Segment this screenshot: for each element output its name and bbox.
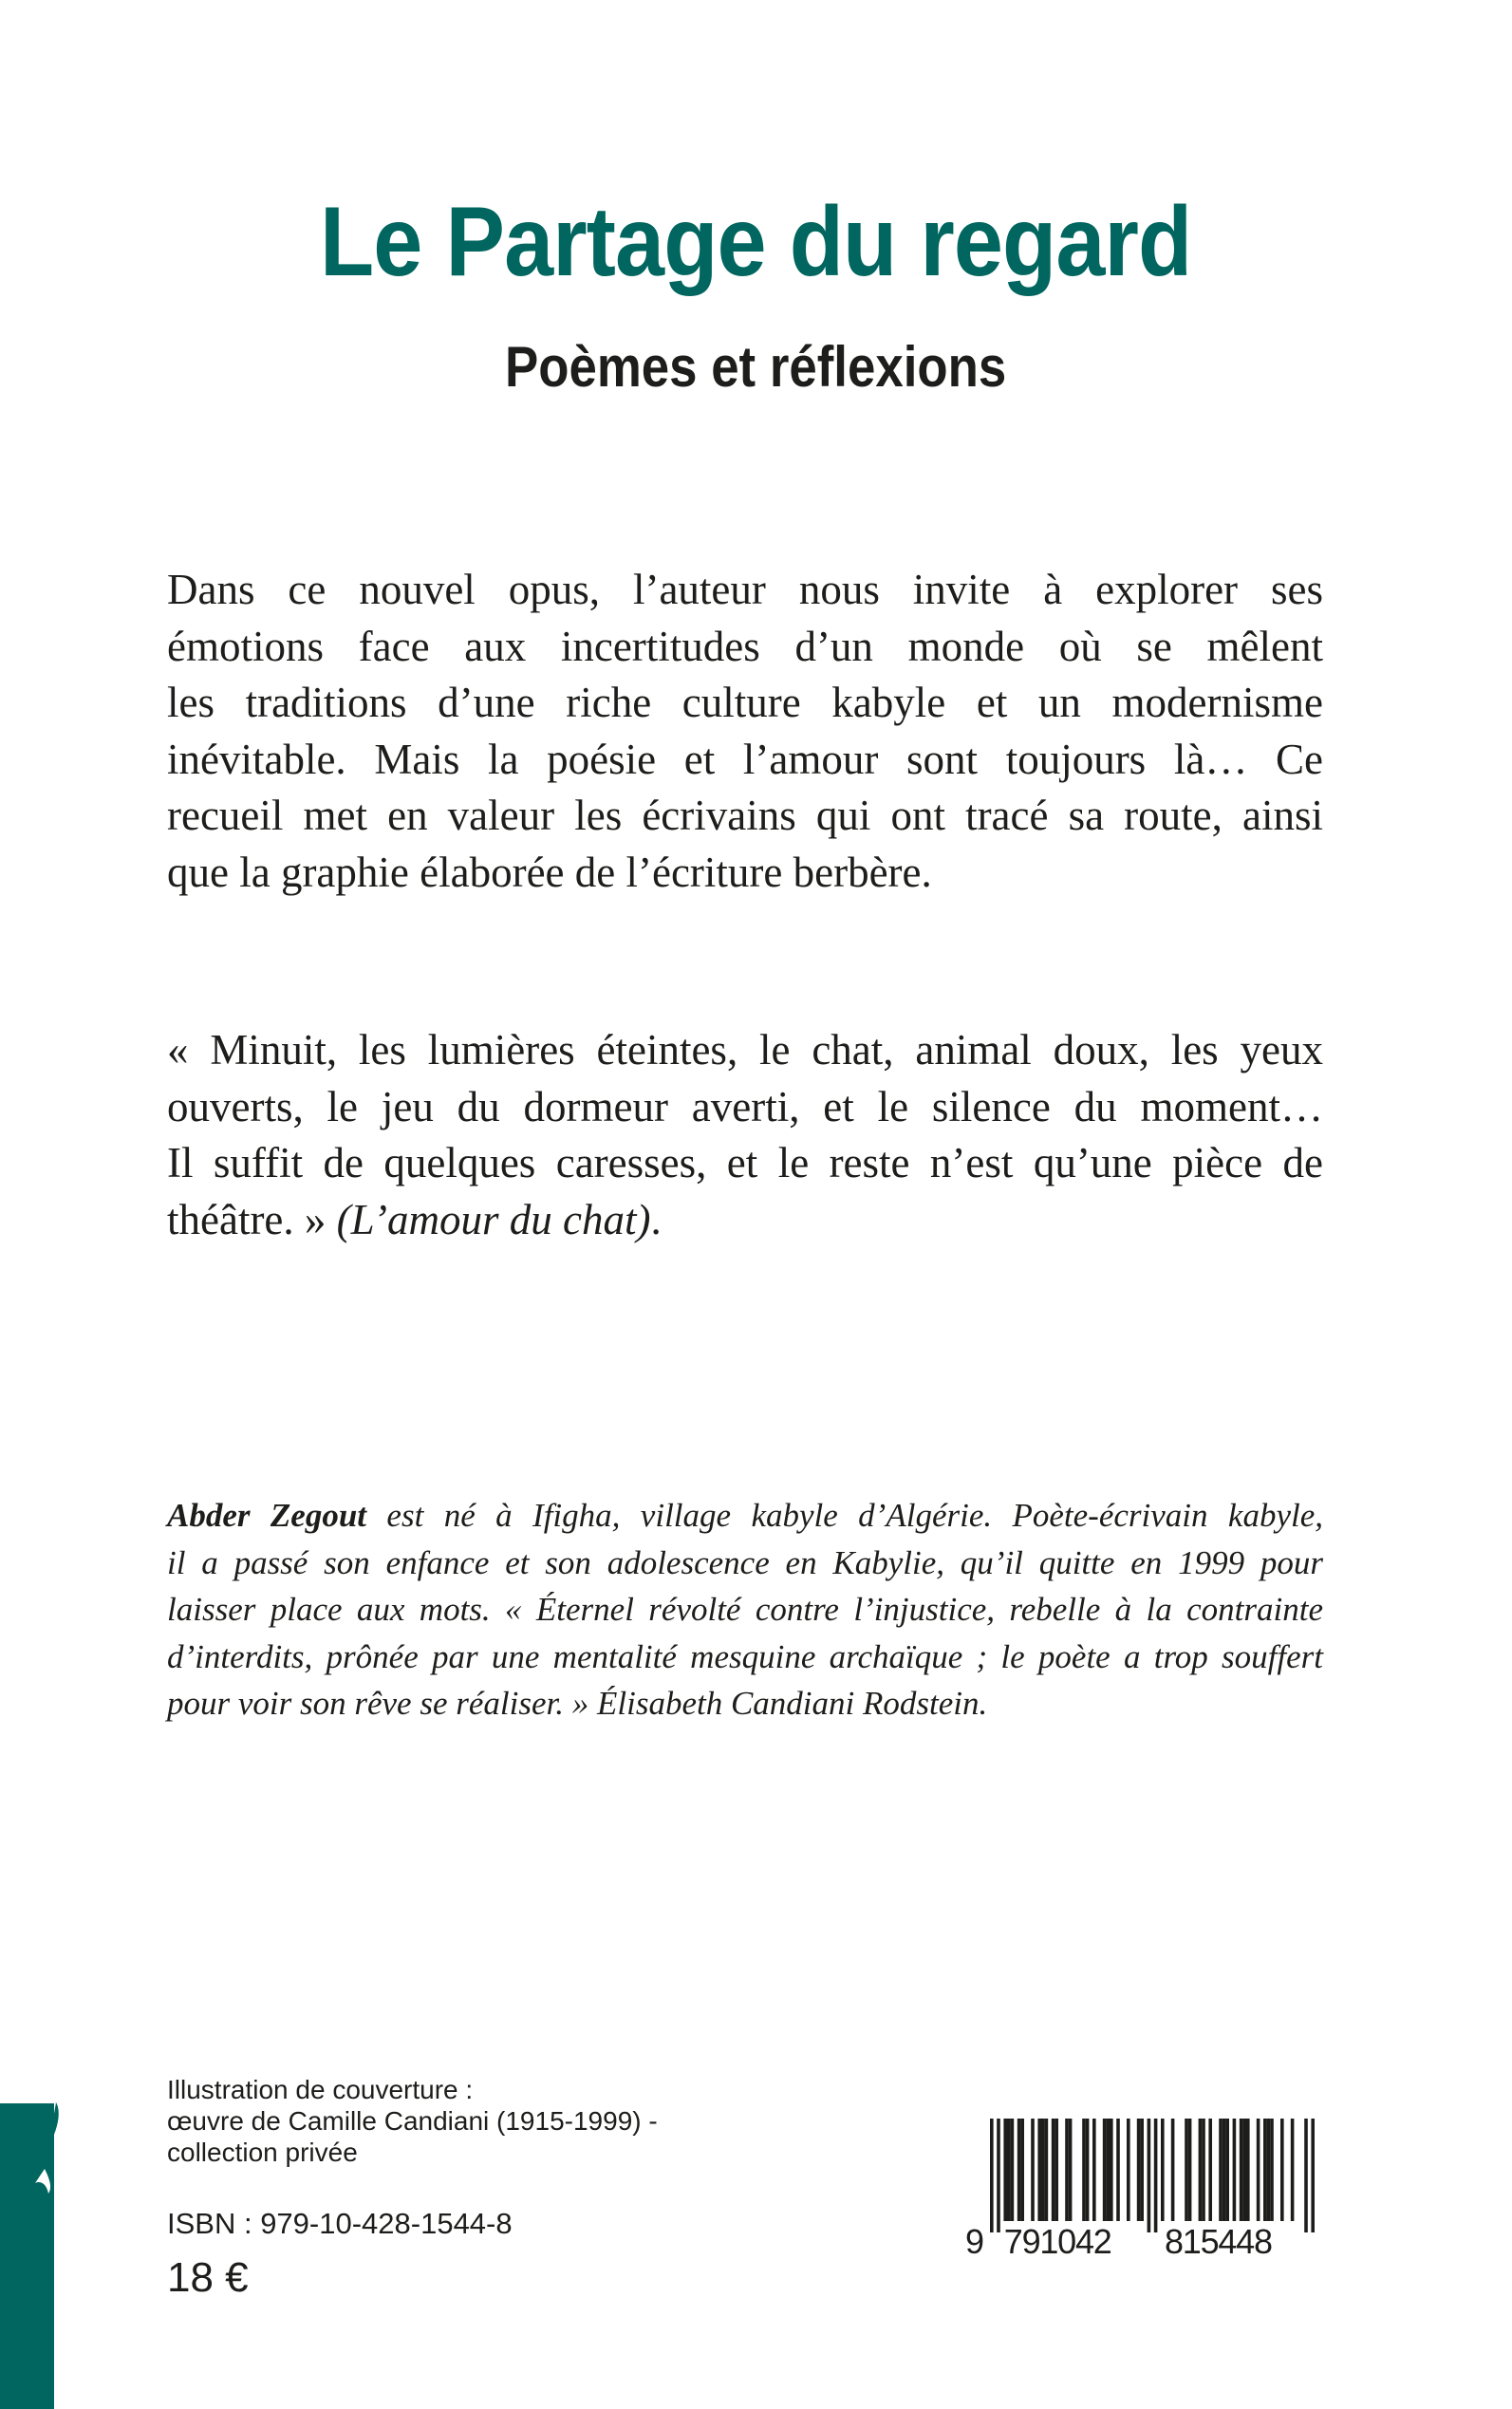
barcode-bar: [1263, 2119, 1267, 2221]
book-subtitle: Poèmes et réflexions: [505, 335, 1007, 399]
bio-text: est né à Ifigha, village kabyle d’Algérie. Poète-écrivain kabyle,: [366, 1497, 1323, 1534]
barcode-bar: [1037, 2119, 1041, 2221]
quote-end: .: [650, 1195, 662, 1243]
barcode-digits: 815448: [1165, 2222, 1273, 2261]
barcode-bar: [1225, 2119, 1229, 2221]
barcode-bar: [1280, 2119, 1284, 2221]
barcode-bar: [1127, 2119, 1130, 2221]
barcode-bar: [1219, 2119, 1223, 2221]
quote-line: Il suffit de quelques caresses, et le reste n’est qu’une pièce de: [167, 1139, 1323, 1187]
barcode-bar: [990, 2119, 994, 2232]
barcode-bar: [1137, 2119, 1141, 2221]
barcode-bar: [1007, 2119, 1011, 2221]
barcode-bar: [1041, 2119, 1045, 2221]
barcode-bar: [1106, 2119, 1110, 2221]
credit-line: œuvre de Camille Candiani (1915-1999) -: [167, 2106, 658, 2136]
barcode-bar: [1185, 2119, 1188, 2221]
summary-line: émotions face aux incertitudes d’un monde où se mêlent: [167, 622, 1323, 670]
quote-source: (L’amour du chat): [336, 1195, 651, 1243]
book-title: Le Partage du regard: [320, 187, 1192, 297]
barcode-bar: [1020, 2119, 1024, 2221]
barcode-bar: [1154, 2119, 1158, 2232]
bio-line: pour voir son rêve se réaliser. » Élisabeth Candiani Rodstein.: [167, 1685, 988, 1722]
bio-line: [167, 1492, 1323, 1540]
barcode-bar: [1246, 2119, 1250, 2221]
barcode-bar: [1031, 2119, 1035, 2221]
barcode-bar: [1003, 2119, 1007, 2221]
barcode-bar: [1140, 2119, 1144, 2221]
barcode-bar: [1017, 2119, 1021, 2221]
barcode-bar: [1103, 2119, 1107, 2221]
bio-line: d’interdits, prônée par une mentalité mesquine archaïque ; le poète a trop souffert: [167, 1637, 1323, 1675]
author-name: Abder Zegout: [167, 1497, 367, 1534]
barcode-bar: [1311, 2119, 1315, 2232]
isbn: ISBN : 979-10-428-1544-8: [167, 2207, 513, 2240]
barcode-bar: [1161, 2119, 1165, 2221]
barcode-bar: [1304, 2119, 1308, 2232]
author-bio: [167, 1492, 1323, 1727]
cover-credit: [167, 2074, 658, 2168]
quote-text: théâtre. »: [167, 1195, 327, 1243]
barcode-bar: [1116, 2119, 1120, 2221]
barcode-bar: [1045, 2119, 1049, 2221]
barcode-bar: [1069, 2119, 1073, 2221]
barcode-bar: [1257, 2119, 1260, 2221]
bio-line: il a passé son enfance et son adolescence en Kabylie, qu’il quitte en 1999 pour: [167, 1543, 1323, 1581]
barcode-bar: [1171, 2119, 1175, 2221]
credit-line: collection privée: [167, 2138, 358, 2167]
quote-line: [167, 1192, 1323, 1249]
barcode-bar: [1233, 2119, 1237, 2221]
barcode-bar: [1223, 2119, 1226, 2221]
barcode-bar: [1082, 2119, 1086, 2221]
bio-line: laisser place aux mots. « Éternel révolté contre l’injustice, rebelle à la contrainte: [167, 1591, 1323, 1628]
barcode-bar: [1242, 2119, 1246, 2221]
barcode-digits: 791042: [1003, 2222, 1112, 2261]
summary-line: recueil met en valeur les écrivains qui ont tracé sa route, ainsi: [167, 792, 1323, 840]
barcode-bar: [1188, 2119, 1192, 2221]
summary-line: Dans ce nouvel opus, l’auteur nous invite à explorer ses: [167, 566, 1323, 613]
credit-line: Illustration de couverture :: [167, 2075, 474, 2104]
barcode-bar: [1202, 2119, 1205, 2221]
barcode-bar: [1055, 2119, 1058, 2221]
summary-line: les traditions d’une riche culture kabyle et un modernisme: [167, 679, 1323, 727]
barcode-bar: [1208, 2119, 1212, 2221]
barcode-bar: [1148, 2119, 1151, 2232]
barcode-bar: [1052, 2119, 1055, 2221]
summary-line: que la graphie élaborée de l’écriture berbère.: [167, 848, 932, 896]
barcode-bar: [1240, 2119, 1243, 2221]
summary-line: inévitable. Mais la poésie et l’amour sont toujours là… Ce: [167, 735, 1323, 783]
barcode-bar: [1270, 2119, 1274, 2221]
quote-paragraph: [167, 1022, 1323, 1248]
barcode-bar: [1011, 2119, 1015, 2221]
barcode-bar: [1092, 2119, 1096, 2221]
feather-logo-icon: [24, 2102, 62, 2273]
barcode-bar: [1291, 2119, 1295, 2221]
barcode-bar: [1065, 2119, 1069, 2221]
quote-line: ouverts, le jeu du dormeur averti, et le silence du moment…: [167, 1082, 1323, 1130]
price: 18 €: [167, 2254, 249, 2301]
barcode-bar: [1110, 2119, 1113, 2221]
barcode-bar: [1267, 2119, 1271, 2221]
barcode: [954, 2119, 1334, 2261]
quote-line: « Minuit, les lumières éteintes, le chat, animal doux, les yeux: [167, 1026, 1323, 1074]
barcode-digits: 9: [965, 2222, 985, 2261]
barcode-bar: [997, 2119, 1000, 2232]
barcode-bar: [1086, 2119, 1090, 2221]
barcode-bar: [1199, 2119, 1203, 2221]
summary-paragraph: [167, 562, 1323, 902]
